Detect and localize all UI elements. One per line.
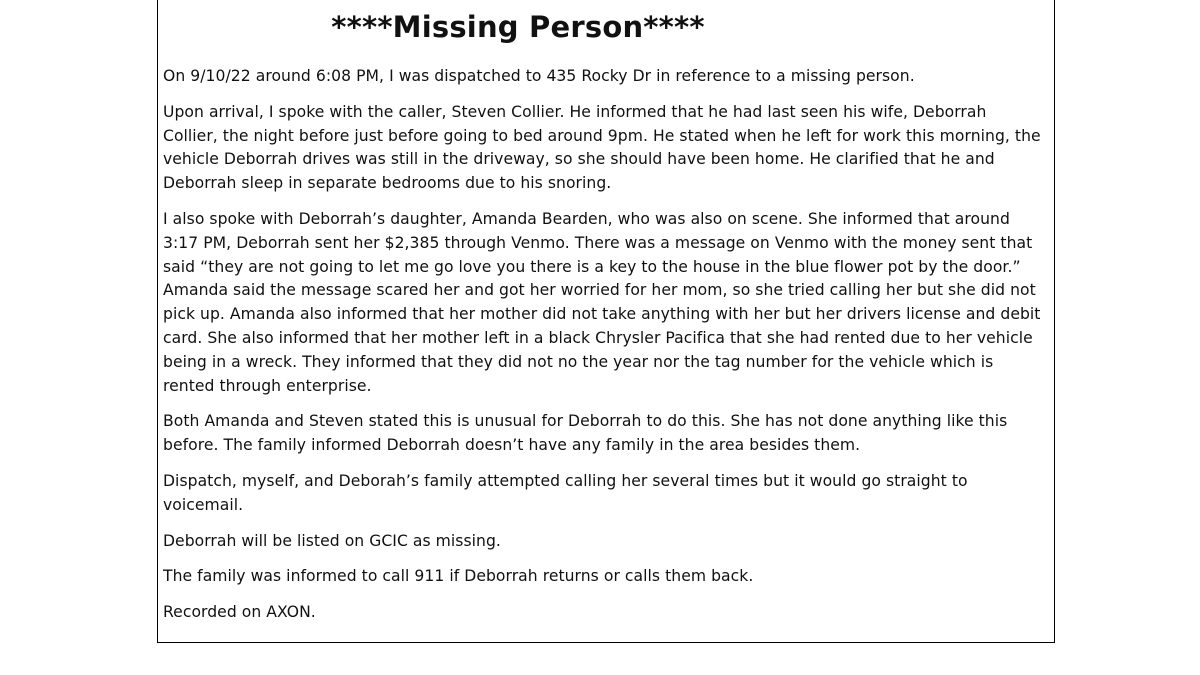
report-paragraph-calls: Dispatch, myself, and Deborah’s family attempted calling her several times but it would go straight to voicemail. [163,471,968,514]
report-paragraph-caller: Upon arrival, I spoke with the caller, Steven Collier. He informed that he had last seen his wife, Deborrah Collier, the night before just before going to bed around 9pm. He stated when he left for work this morning, the vehicle Deborrah drives was still in the driveway, so she should have been home. He clarified that he and Deborrah sleep in separate bedrooms due to his snoring. [163,102,1041,193]
report-paragraph-unusual: Both Amanda and Steven stated this is unusual for Deborrah to do this. She has not done anything like this before. The family informed Deborrah doesn’t have any family in the area besides them. [163,412,1008,455]
report-document [157,0,1055,643]
report-paragraph-daughter: I also spoke with Deborrah’s daughter, Amanda Bearden, who was also on scene. She informed that around 3:17 PM, Deborrah sent her $2,385 through Venmo. There was a message on Venmo with the money sent that said “they are not going to let me go love you there is a key to the house in the blue flower pot by the door.” Amanda said the message scared her and got her worried for her mom, so she tried calling her but she did not pick up. Amanda also informed that her mother did not take anything with her but her drivers license and debit card. She also informed that her mother left in a black Chrysler Pacifica that she had rented due to her vehicle being in a wreck. They informed that they did not no the year nor the tag number for the vehicle which is rented through enterprise. [163,209,1041,395]
report-body [163,65,1043,637]
report-title: ****Missing Person**** [331,10,705,44]
report-paragraph-recorded: Recorded on AXON. [163,603,316,622]
report-paragraph-instructions: The family was informed to call 911 if Deborrah returns or calls them back. [163,567,754,586]
report-paragraph-gcic: Deborrah will be listed on GCIC as missing. [163,531,501,550]
report-paragraph-dispatch: On 9/10/22 around 6:08 PM, I was dispatched to 435 Rocky Dr in reference to a missing person. [163,67,915,85]
